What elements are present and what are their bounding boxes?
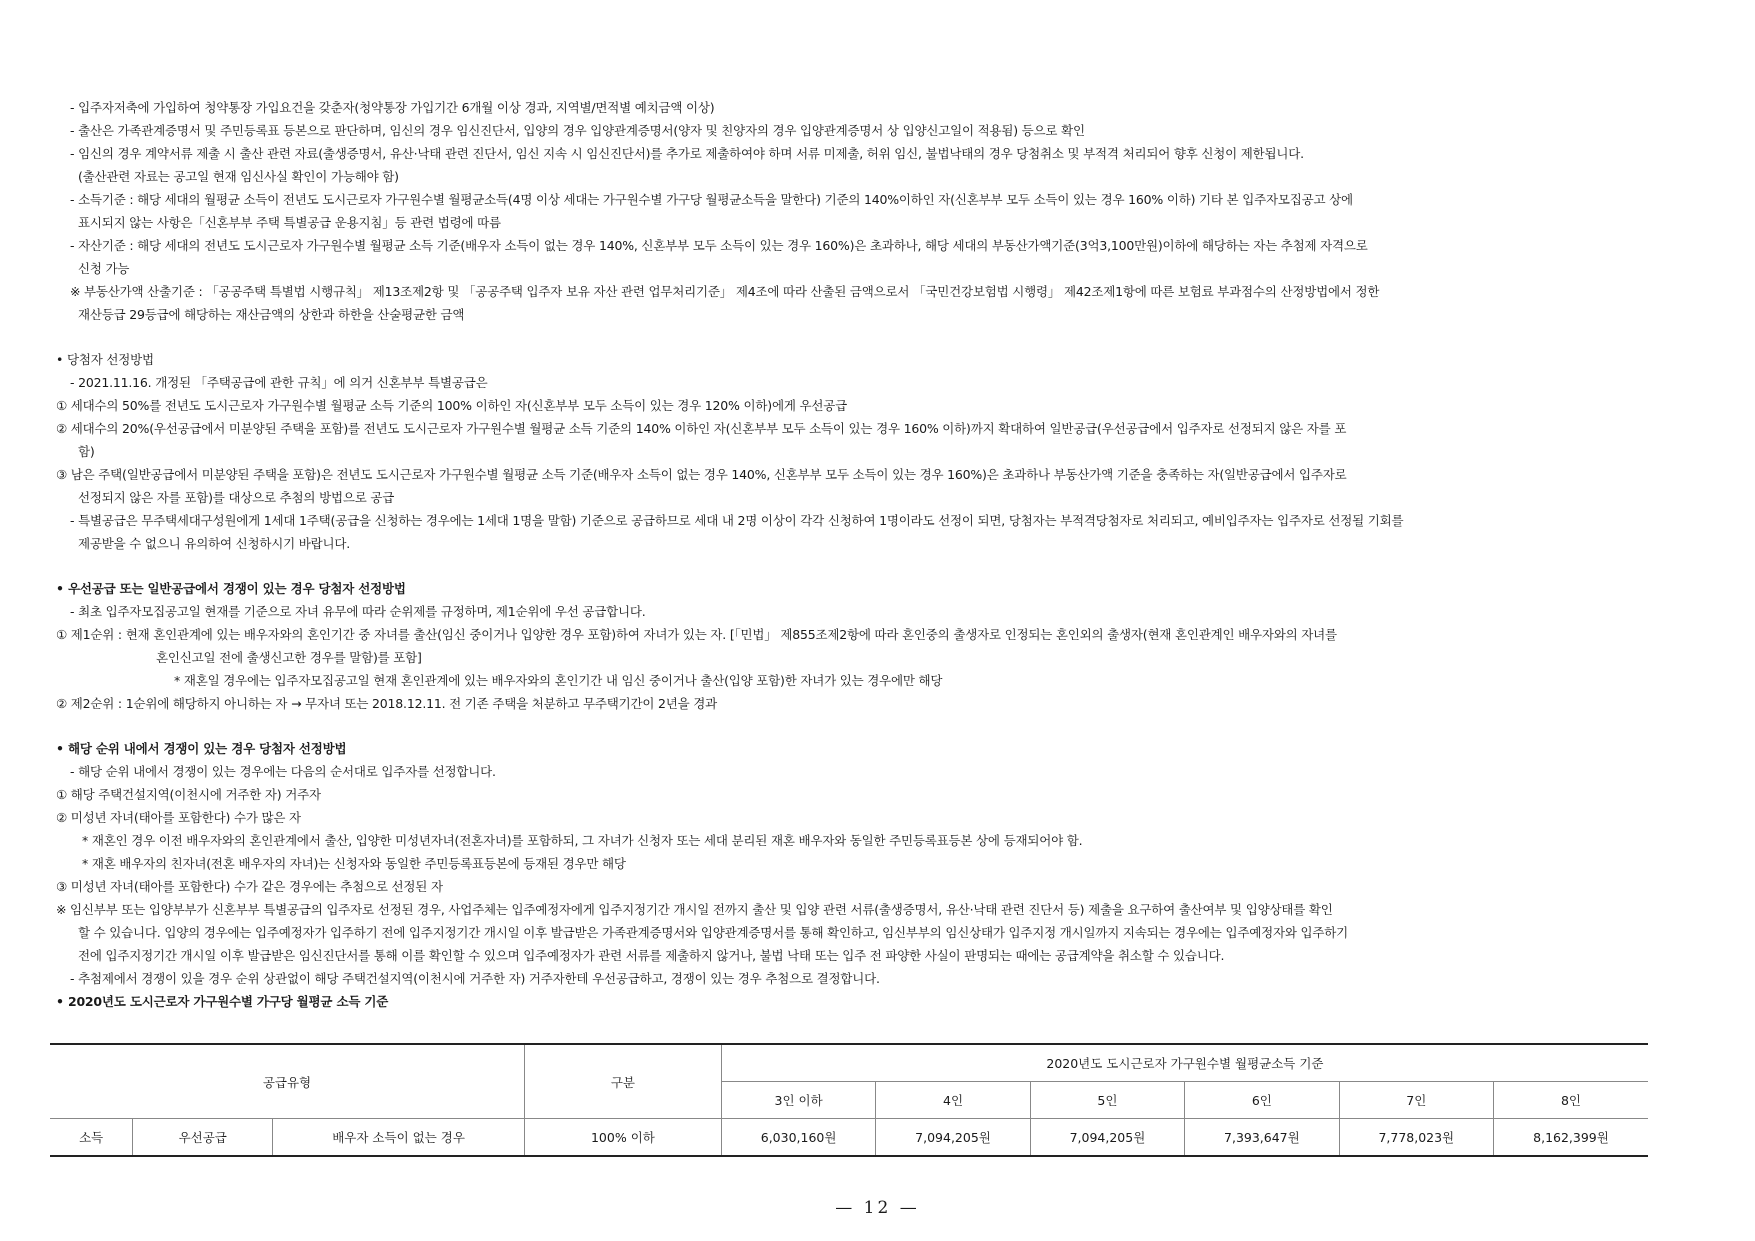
text-line: 선정되지 않은 자를 포함)를 대상으로 추첨의 방법으로 공급 [78, 490, 395, 505]
cell-category: 100% 이하 [524, 1119, 721, 1157]
text-line: ① 세대수의 50%를 전년도 도시근로자 가구원수별 월평균 소득 기준의 100% 이하인 자(신혼부부 모두 소득이 있는 경우 120% 이하)에게 우선공급 [56, 398, 847, 413]
note-line: 전에 입주지정기간 개시일 이후 발급받은 임신진단서를 통해 이를 확인할 수 있으며 입주예정자가 관련 서류를 제출하지 않거나, 불법 낙태 또는 입주 전 파양한 사실이 판명되는 때에는 공급계약을 취소할 수 있습니다. [78, 948, 1225, 963]
text-line: (출산관련 자료는 공고일 현재 임신사실 확인이 가능해야 함) [78, 169, 399, 184]
cell-value: 7,094,205원 [876, 1119, 1030, 1157]
text-line: - 특별공급은 무주택세대구성원에게 1세대 1주택(공급을 신청하는 경우에는 1세대 1명을 말함) 기준으로 공급하므로 세대 내 2명 이상이 각각 신청하여 1명이라도 선정이 되면, 당첨자는 부적격당첨자로 처리되고, 예비입주자는 입주자로 선정될 기회를 [70, 513, 1404, 528]
cell-value: 8,162,399원 [1494, 1119, 1649, 1157]
section-heading: • 우선공급 또는 일반공급에서 경쟁이 있는 경우 당첨자 선정방법 [56, 581, 406, 596]
page-number: — 12 — [835, 1198, 920, 1218]
text-line: ② 세대수의 20%(우선공급에서 미분양된 주택을 포함)를 전년도 도시근로자 가구원수별 월평균 소득 기준의 140% 이하인 자(신혼부부 모두 소득이 있는 경우 160% 이하)까지 확대하여 일반공급(우선공급에서 입주자로 선정되지 않은 자를 포 [56, 421, 1347, 436]
text-line: ① 제1순위 : 현재 혼인관계에 있는 배우자와의 혼인기간 중 자녀를 출산(임신 중이거나 입양한 경우 포함)하여 자녀가 있는 자. [「민법」 제855조제2항에 따라 혼인중의 출생자로 인정되는 혼인외의 출생자(현재 혼인관계인 배우자와의 자녀를 [56, 627, 1337, 642]
text-line: - 입주자저축에 가입하여 청약통장 가입요건을 갖춘자(청약통장 가입기간 6개월 이상 경과, 지역별/면적별 예치금액 이상) [70, 100, 715, 115]
header-income-group: 2020년도 도시근로자 가구원수별 월평균소득 기준 [721, 1044, 1648, 1082]
text-line: - 소득기준 : 해당 세대의 월평균 소득이 전년도 도시근로자 가구원수별 월평균소득(4명 이상 세대는 가구원수별 가구당 월평균소득을 말한다) 기준의 140%이하인 자(신혼부부 모두 소득이 있는 경우 160% 이하) 기타 본 입주자모집공고 상에 [70, 192, 1353, 207]
text-line: - 2021.11.16. 개정된 「주택공급에 관한 규칙」에 의거 신혼부부 특별공급은 [70, 375, 488, 390]
cell-priority-supply: 우선공급 [133, 1119, 273, 1157]
note-line: 재산등급 29등급에 해당하는 재산금액의 상한과 하한을 산술평균한 금액 [78, 307, 465, 322]
text-line: 함) [78, 444, 95, 459]
section-heading: • 해당 순위 내에서 경쟁이 있는 경우 당첨자 선정방법 [56, 741, 347, 756]
text-line: 혼인신고일 전에 출생신고한 경우를 말함)를 포함] [156, 650, 422, 665]
note-line: * 재혼일 경우에는 입주자모집공고일 현재 혼인관계에 있는 배우자와의 혼인기간 내 임신 중이거나 출산(입양 포함)한 자녀가 있는 경우에만 해당 [174, 673, 943, 688]
note-line: * 재혼 배우자의 친자녀(전혼 배우자의 자녀)는 신청자와 동일한 주민등록표등본에 등재된 경우만 해당 [82, 856, 626, 871]
document-body [56, 96, 1706, 1013]
income-standard-table [50, 1043, 1648, 1157]
cell-value: 7,094,205원 [1030, 1119, 1184, 1157]
text-line: ② 미성년 자녀(태아를 포함한다) 수가 많은 자 [56, 810, 301, 825]
header-household-size: 5인 [1030, 1082, 1184, 1119]
note-line: * 재혼인 경우 이전 배우자와의 혼인관계에서 출산, 입양한 미성년자녀(전혼자녀)를 포함하되, 그 자녀가 신청자 또는 세대 분리된 재혼 배우자와 동일한 주민등록표등본 상에 등재되어야 함. [82, 833, 1083, 848]
header-household-size: 7인 [1339, 1082, 1493, 1119]
text-line: ② 제2순위 : 1순위에 해당하지 아니하는 자 → 무자녀 또는 2018.12.11. 전 기존 주택을 처분하고 무주택기간이 2년을 경과 [56, 696, 718, 711]
text-line: ① 해당 주택건설지역(이천시에 거주한 자) 거주자 [56, 787, 321, 802]
table-heading: • 2020년도 도시근로자 가구원수별 가구당 월평균 소득 기준 [56, 994, 389, 1009]
header-household-size: 3인 이하 [721, 1082, 875, 1119]
cell-value: 6,030,160원 [721, 1119, 875, 1157]
text-line: - 출산은 가족관계증명서 및 주민등록표 등본으로 판단하며, 임신의 경우 임신진단서, 입양의 경우 입양관계증명서(양자 및 친양자의 경우 입양관계증명서 상 입양신고일이 적용됨) 등으로 확인 [70, 123, 1085, 138]
cell-value: 7,778,023원 [1339, 1119, 1493, 1157]
header-household-size: 4인 [876, 1082, 1030, 1119]
text-line: 표시되지 않는 사항은「신혼부부 주택 특별공급 운용지침」등 관련 법령에 따름 [78, 215, 501, 230]
table-row [50, 1119, 1648, 1157]
text-line: 신청 가능 [78, 261, 130, 276]
cell-value: 7,393,647원 [1185, 1119, 1339, 1157]
cell-income: 소득 [50, 1119, 133, 1157]
text-line: - 최초 입주자모집공고일 현재를 기준으로 자녀 유무에 따라 순위제를 규정하며, 제1순위에 우선 공급합니다. [70, 604, 646, 619]
note-line: ※ 부동산가액 산출기준 : 「공공주택 특별법 시행규칙」 제13조제2항 및 「공공주택 입주자 보유 자산 관련 업무처리기준」 제4조에 따라 산출된 금액으로서 「국민건강보험법 시행령」 제42조제1항에 따른 보험료 부과점수의 산정방법에서 정한 [70, 284, 1380, 299]
header-supply-type: 공급유형 [50, 1044, 524, 1119]
text-line: - 해당 순위 내에서 경쟁이 있는 경우에는 다음의 순서대로 입주자를 선정합니다. [70, 764, 496, 779]
text-line: 제공받을 수 없으니 유의하여 신청하시기 바랍니다. [78, 536, 351, 551]
header-category: 구분 [524, 1044, 721, 1119]
text-line: ③ 남은 주택(일반공급에서 미분양된 주택을 포함)은 전년도 도시근로자 가구원수별 월평균 소득 기준(배우자 소득이 없는 경우 140%, 신혼부부 모두 소득이 있는 경우 160%)은 초과하나 부동산가액 기준을 충족하는 자(일반공급에서 입주자로 [56, 467, 1347, 482]
cell-condition: 배우자 소득이 없는 경우 [273, 1119, 525, 1157]
header-household-size: 6인 [1185, 1082, 1339, 1119]
text-line: - 임신의 경우 계약서류 제출 시 출산 관련 자료(출생증명서, 유산·낙태 관련 진단서, 임신 지속 시 임신진단서)를 추가로 제출하여야 하며 서류 미제출, 허위 임신, 불법낙태의 경우 당첨취소 및 부적격 처리되어 향후 신청이 제한됩니다. [70, 146, 1304, 161]
header-household-size: 8인 [1494, 1082, 1649, 1119]
note-line: 할 수 있습니다. 입양의 경우에는 입주예정자가 입주하기 전에 입주지정기간 개시일 이후 발급받은 가족관계증명서와 입양관계증명서를 통해 확인하고, 임신부부의 임신상태가 입주지정 개시일까지 지속되는 경우에는 입주예정자와 입주하기 [78, 925, 1348, 940]
text-line: ③ 미성년 자녀(태아를 포함한다) 수가 같은 경우에는 추첨으로 선정된 자 [56, 879, 443, 894]
section-heading: • 당첨자 선정방법 [56, 352, 154, 367]
note-line: ※ 임신부부 또는 입양부부가 신혼부부 특별공급의 입주자로 선정된 경우, 사업주체는 입주예정자에게 입주지정기간 개시일 전까지 출산 및 입양 관련 서류(출생증명서, 유산·낙태 관련 진단서 등) 제출을 요구하여 출산여부 및 입양상태를 확인 [56, 902, 1333, 917]
text-line: - 자산기준 : 해당 세대의 전년도 도시근로자 가구원수별 월평균 소득 기준(배우자 소득이 없는 경우 140%, 신혼부부 모두 소득이 있는 경우 160%)은 초과하나, 해당 세대의 부동산가액기준(3억3,100만원)이하에 해당하는 자는 추첨제 자격으로 [70, 238, 1368, 253]
text-line: - 추첨제에서 경쟁이 있을 경우 순위 상관없이 해당 주택건설지역(이천시에 거주한 자) 거주자한테 우선공급하고, 경쟁이 있는 경우 추첨으로 결정합니다. [70, 971, 880, 986]
